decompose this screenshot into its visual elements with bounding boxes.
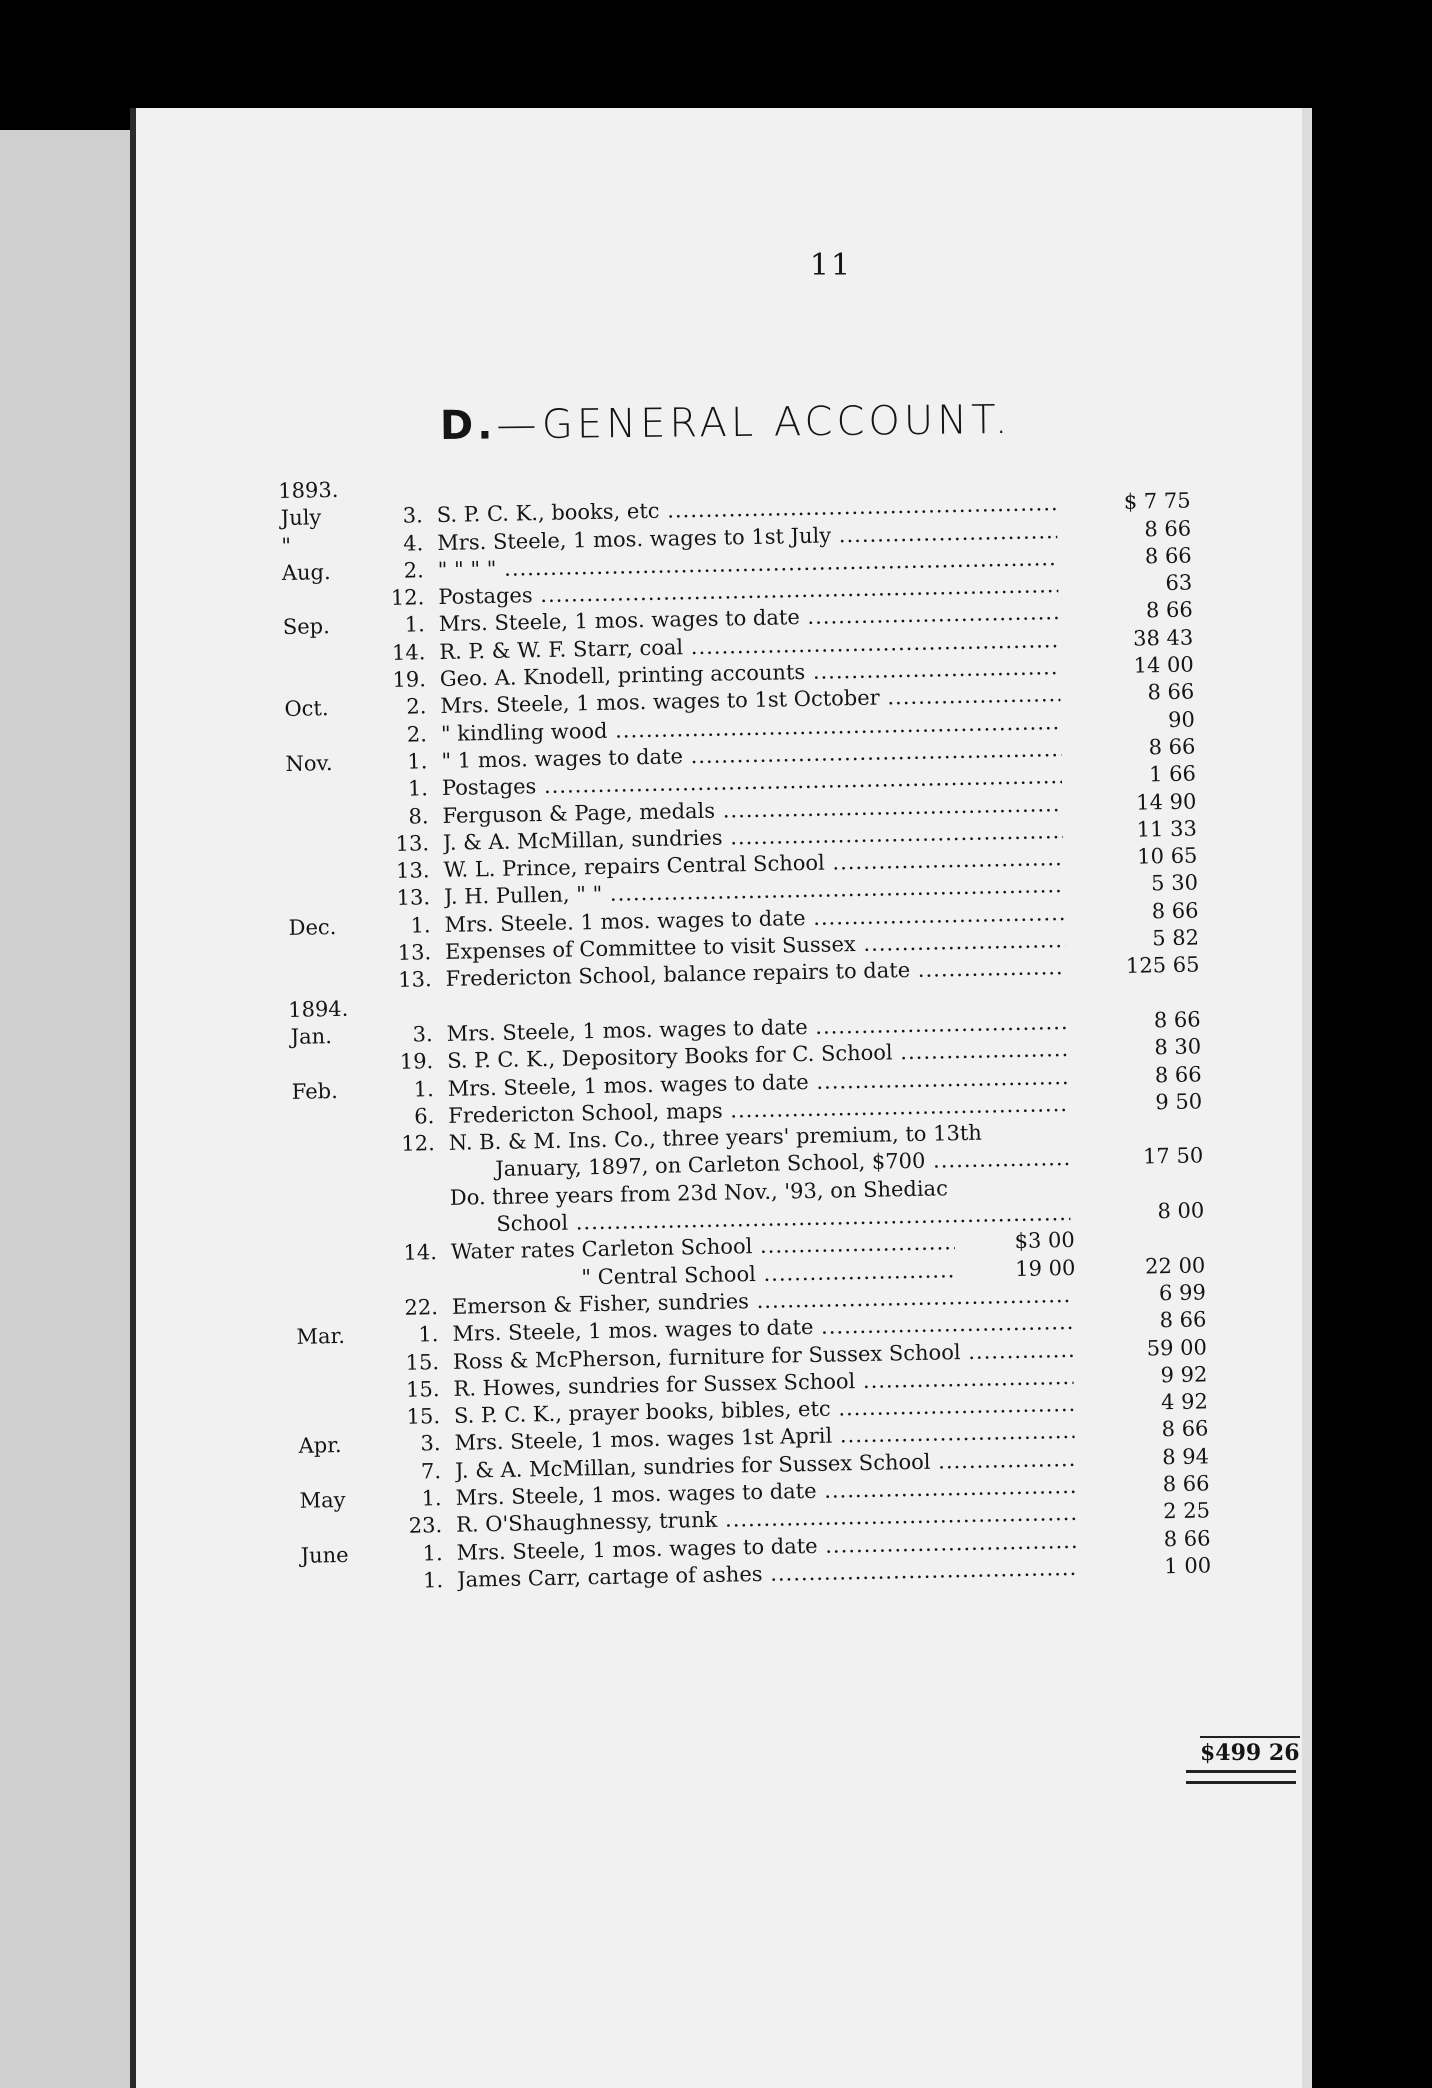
entry-amount: 90 (1167, 707, 1196, 732)
entry-amount: 8 66 (1153, 1007, 1201, 1033)
entry-amount: 8 66 (1154, 1061, 1202, 1087)
description-text: James Carr, cartage of ashes (456, 1561, 763, 1592)
entry-amount: 59 00 (1146, 1334, 1208, 1361)
description-text: Geo. A. Knodell, printing accounts (439, 660, 806, 692)
entry-amount: 5 82 (1152, 925, 1200, 951)
entry-amount: 8 66 (1144, 543, 1192, 569)
entry-month: June (300, 1542, 349, 1568)
description-text: N. B. & M. Ins. Co., three years' premium, to 13th (448, 1120, 983, 1156)
entry-day: 4. (402, 530, 424, 556)
entry-amount: 8 66 (1145, 597, 1193, 623)
description-text: S. P. C. K., books, etc (436, 499, 660, 528)
entry-day: 3. (402, 503, 423, 528)
entry-year: 1894. (287, 996, 349, 1022)
entry-month: Apr. (298, 1433, 342, 1459)
entry-month: Jan. (290, 1024, 333, 1049)
description-text: Mrs. Steele, 1 mos. wages to date (452, 1315, 814, 1347)
entry-day: 13. (398, 967, 432, 993)
entry-amount: 8 00 (1157, 1198, 1205, 1224)
description-text: Mrs. Steele, 1 mos. wages to 1st July (437, 523, 832, 555)
entry-amount: 14 00 (1133, 652, 1194, 678)
description-text: J. & A. McMillan, sundries for Sussex School (454, 1449, 931, 1483)
entry-amount: 8 66 (1148, 734, 1196, 760)
entry-amount: 8 66 (1147, 679, 1195, 705)
entry-amount: 8 66 (1161, 1416, 1209, 1442)
description-text: Mrs. Steele, 1 mos. wages to 1st October (440, 685, 880, 719)
entry-day: 15. (405, 1376, 440, 1402)
entry-day: 13. (396, 885, 431, 911)
entry-amount: 9 92 (1160, 1362, 1208, 1388)
description-text: J. H. Pullen, " " (443, 882, 603, 910)
entry-day: 15. (406, 1404, 441, 1429)
entry-amount: 17 50 (1142, 1143, 1204, 1169)
entry-day: 13. (395, 858, 430, 883)
description-text: W. L. Prince, repairs Central School (443, 850, 825, 883)
description-text: S. P. C. K., prayer books, bibles, etc (453, 1396, 831, 1428)
entry-month: July (280, 505, 322, 531)
ledger-table (280, 458, 1321, 1597)
entry-day: 15. (405, 1349, 440, 1375)
description-text: Emerson & Fisher, sundries (451, 1289, 750, 1319)
section-letter: D. (439, 402, 497, 449)
description-text: Water rates Carleton School (450, 1234, 753, 1265)
entry-day: 2. (406, 721, 428, 747)
entry-day: 2. (406, 694, 427, 719)
entry-amount: 1 66 (1148, 761, 1197, 787)
entry-amount: 14 90 (1136, 789, 1197, 815)
description-text: R. P. & W. F. Starr, coal (439, 635, 684, 664)
entry-amount: 9 50 (1155, 1089, 1203, 1115)
entry-month: Aug. (281, 559, 331, 585)
entry-day: 1. (404, 612, 426, 638)
entry-month: Dec. (288, 914, 337, 940)
entry-amount: 38 43 (1132, 625, 1194, 651)
entry-day: 1. (422, 1567, 444, 1593)
entry-amount: 4 92 (1160, 1389, 1209, 1415)
description-text: Fredericton School, maps (448, 1098, 723, 1128)
entry-amount: 8 30 (1154, 1034, 1202, 1060)
entry-day: 6. (414, 1103, 435, 1129)
description-text: Ferguson & Page, medals (442, 798, 716, 828)
description-text: Mrs. Steele. 1 mos. wages to date (444, 905, 806, 937)
description-text: R. O'Shaughnessy, trunk (455, 1508, 718, 1538)
entry-month: Sep. (282, 614, 331, 640)
page-edge (1302, 108, 1312, 2088)
description-text: Mrs. Steele, 1 mos. wages to date (446, 1014, 808, 1046)
description-text: Mrs. Steele, 1 mos. wages to date (438, 605, 800, 637)
entry-amount: 8 66 (1159, 1307, 1207, 1333)
entry-day: 7. (420, 1458, 442, 1484)
entry-month: Mar. (296, 1324, 346, 1350)
entry-amount: 8 66 (1151, 898, 1199, 924)
entry-amount: 8 66 (1162, 1471, 1210, 1497)
entry-year: 1893. (278, 477, 339, 504)
entry-month: Nov. (285, 751, 333, 776)
description-text: " Central School (581, 1261, 757, 1289)
description-text: J. & A. McMillan, sundries (442, 825, 723, 855)
entry-day: 1. (407, 749, 428, 774)
description-text: School (496, 1210, 569, 1236)
entry-month: May (299, 1487, 346, 1513)
entry-amount: 6 99 (1158, 1280, 1207, 1306)
double-rule (1186, 1770, 1296, 1784)
section-title (440, 397, 1012, 449)
section-heading: —GENERAL ACCOUNT. (496, 397, 1012, 449)
entry-day: 19. (399, 1049, 434, 1075)
entry-amount: 11 33 (1136, 816, 1198, 842)
entry-day: 3. (412, 1022, 433, 1047)
description-text: Postages (438, 583, 533, 610)
description-text: January, 1897, on Carleton School, $700 (495, 1149, 926, 1182)
entry-day: 1. (410, 912, 431, 938)
entry-day: 19. (392, 667, 427, 692)
entry-day: 12. (390, 585, 425, 611)
entry-day: 8. (408, 803, 429, 829)
sub-amount: $3 00 (955, 1227, 1076, 1257)
description-text: Mrs. Steele, 1 mos. wages to date (447, 1069, 809, 1101)
entry-amount: 22 00 (1144, 1252, 1206, 1279)
description-text: Mrs. Steele, 1 mos. wages to date (455, 1478, 817, 1510)
entry-day: 1. (418, 1322, 439, 1347)
entry-amount: 125 65 (1125, 952, 1200, 979)
description-text: Postages (441, 774, 537, 801)
description-text: Ross & McPherson, furniture for Sussex School (452, 1339, 961, 1374)
entry-amount: 1 00 (1164, 1553, 1212, 1579)
entry-day: 12. (401, 1131, 436, 1156)
entry-amount: 63 (1165, 570, 1193, 596)
description-text: Fredericton School, balance repairs to date (445, 958, 911, 992)
entry-day: 1. (413, 1076, 434, 1102)
entry-amount: 8 66 (1163, 1525, 1211, 1551)
entry-day: 13. (395, 831, 430, 856)
entry-day: 1. (407, 776, 429, 801)
entry-day: 2. (403, 558, 425, 583)
entry-day: 14. (403, 1240, 438, 1266)
entry-month: Oct. (284, 696, 329, 722)
entry-day: 1. (422, 1540, 443, 1566)
facing-page-edge (0, 130, 130, 2088)
description-text: Do. three years from 23d Nov., '93, on Shediac (449, 1176, 949, 1210)
entry-amount: 8 94 (1161, 1444, 1210, 1469)
ledger-total: $499 26 (1200, 1736, 1300, 1766)
entry-amount: 10 65 (1137, 843, 1198, 869)
description-text: " kindling wood (440, 718, 608, 746)
description-text: " 1 mos. wages to date (441, 744, 684, 773)
entry-amount: 2 25 (1163, 1498, 1211, 1524)
entry-amount: 8 66 (1144, 516, 1192, 542)
description-text: Expenses of Committee to visit Sussex (444, 932, 856, 964)
description-text: S. P. C. K., Depository Books for C. School (446, 1040, 893, 1074)
sub-amount: 19 00 (955, 1254, 1076, 1284)
entry-day: 3. (420, 1431, 441, 1456)
description-text: Mrs. Steele, 1 mos. wages 1st April (454, 1423, 833, 1456)
entry-amount: $ 7 75 (1123, 488, 1191, 515)
description-text: R. Howes, sundries for Sussex School (453, 1368, 856, 1401)
entry-day: 23. (408, 1513, 443, 1539)
document-page (130, 108, 1302, 2088)
entry-month: " (281, 533, 292, 558)
entry-amount: 5 30 (1150, 870, 1199, 896)
entry-day: 22. (404, 1295, 439, 1320)
entry-day: 14. (391, 640, 426, 665)
description-text: Mrs. Steele, 1 mos. wages to date (456, 1533, 818, 1565)
entry-day: 13. (397, 940, 432, 965)
entry-day: 1. (421, 1486, 442, 1511)
description-text: " " " " (437, 556, 497, 582)
page-number: 11 (809, 248, 853, 283)
entry-month: Feb. (291, 1078, 338, 1104)
